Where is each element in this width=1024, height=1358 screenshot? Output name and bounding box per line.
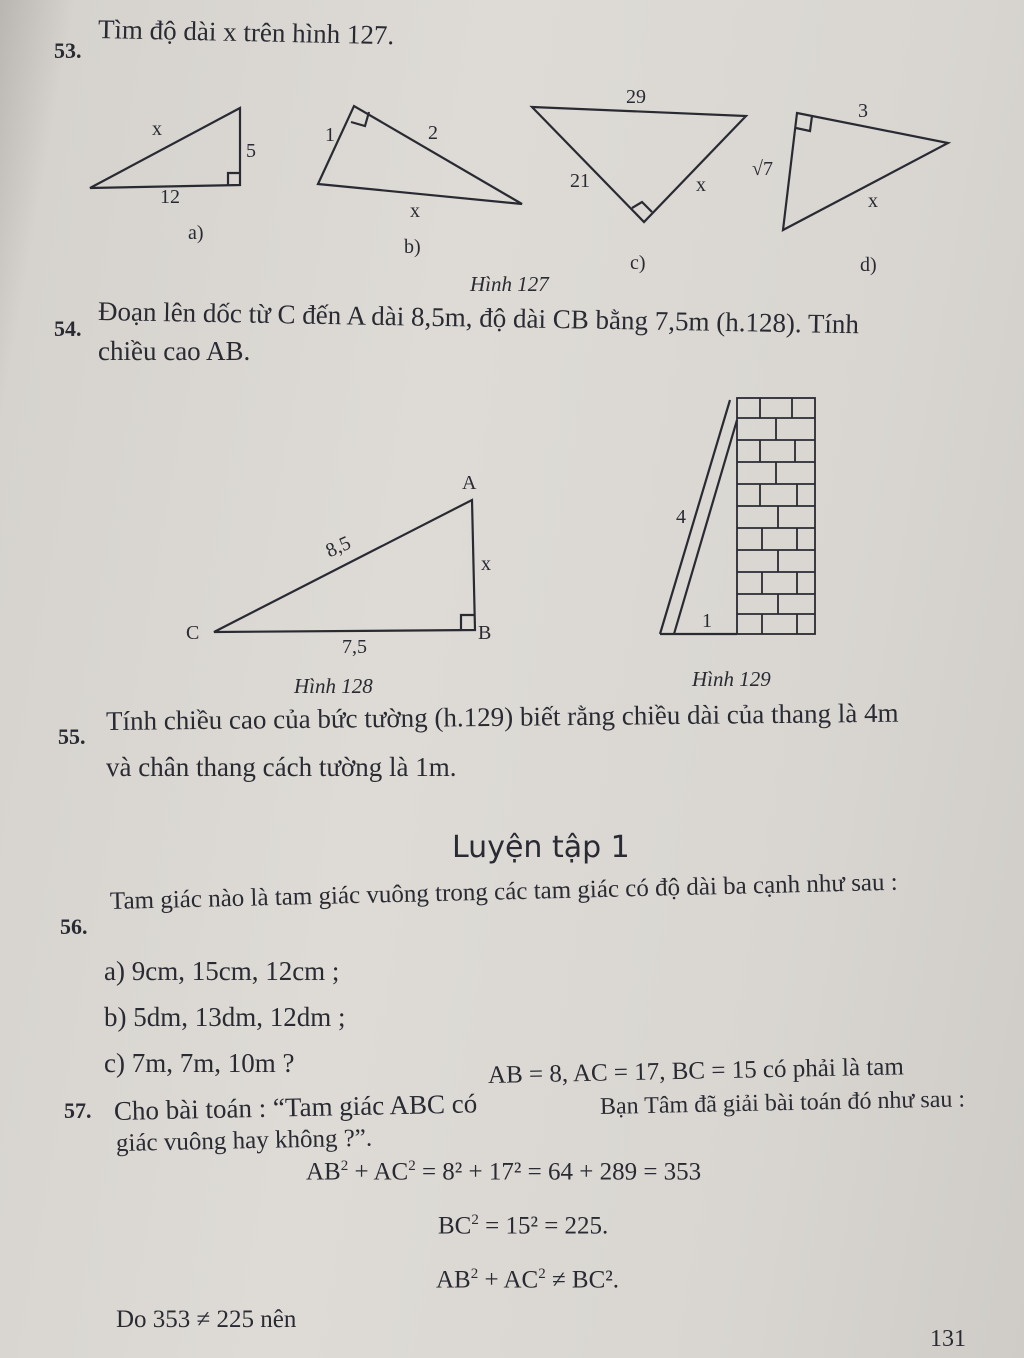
fig127a-side12-label: 12 <box>160 186 180 208</box>
exercise-56-number: 56. <box>60 914 88 939</box>
fig127b-side2-label: 2 <box>428 122 438 144</box>
fig128-vertex-B: B <box>478 622 492 644</box>
exercise-55-line2: và chân thang cách tường là 1m. <box>106 752 457 782</box>
exercise-53-number: 53. <box>54 38 82 63</box>
fig128-x-label: x <box>481 553 491 575</box>
exercise-54-line2: chiều cao AB. <box>98 336 251 366</box>
exercise-57-line1: Cho bài toán : “Tam giác ABC có <box>113 1088 478 1126</box>
fig129-foot-label: 1 <box>702 610 712 632</box>
figure-127d-triangle <box>783 113 948 230</box>
exercise-57-line0: AB = 8, AC = 17, BC = 15 có phải là tam <box>487 1053 905 1089</box>
figure-127a-triangle <box>90 108 240 188</box>
equation-3-rest: ≠ BC². <box>551 1266 620 1294</box>
fig129-ladder-label: 4 <box>676 506 686 528</box>
fig127b-caption: b) <box>404 236 421 258</box>
fig128-hypotenuse-label: 8,5 <box>322 531 355 563</box>
equation-2-rest: = 15² = 225. <box>485 1212 609 1240</box>
equation-1-rest: = 8² + 17² = 64 + 289 = 353 <box>421 1158 702 1186</box>
fig127d-x-label: x <box>868 190 878 212</box>
fig127c-top-label: 29 <box>626 86 646 108</box>
figure-127-caption: Hình 127 <box>470 272 549 296</box>
exercise-56-option-b: b) 5dm, 13dm, 12dm ; <box>104 1002 346 1032</box>
fig127a-side5-label: 5 <box>246 140 256 162</box>
figure-129-wall <box>737 398 815 634</box>
section-title: Luyện tập 1 <box>452 830 630 865</box>
fig127a-caption: a) <box>188 222 204 244</box>
fig127c-left-label: 21 <box>570 170 590 192</box>
fig127c-x-label: x <box>696 174 706 196</box>
exercise-57-footer: Do 353 ≠ 225 nên <box>116 1306 297 1333</box>
figure-128-triangle <box>214 500 475 632</box>
figure-129-caption: Hình 129 <box>692 667 771 691</box>
figure-129-ladder <box>660 400 737 634</box>
exercise-56-option-c: c) 7m, 7m, 10m ? <box>104 1048 295 1078</box>
equation-3: $AB^2 + AC^2 \ne BC^2$. <box>436 1266 620 1294</box>
exercise-56-option-a: a) 9cm, 15cm, 12cm ; <box>104 956 340 986</box>
fig127b-side1-label: 1 <box>325 124 335 146</box>
fig127a-x-label: x <box>152 118 162 140</box>
exercise-57-number: 57. <box>64 1098 92 1123</box>
exercise-56-text: Tam giác nào là tam giác vuông trong các tam giác có độ dài ba cạnh như sau : <box>109 868 898 915</box>
exercise-57-line1b: Bạn Tâm đã giải bài toán đó như sau : <box>599 1086 966 1120</box>
exercise-55-number: 55. <box>58 724 86 749</box>
figure-127c-triangle <box>532 107 746 222</box>
page-number: 131 <box>930 1326 966 1352</box>
equation-1: $AB^2 + AC^2 = 8^2 + 17^2 = 64 + 289 = 353$ <box>306 1158 702 1186</box>
figure-127b-triangle <box>318 106 522 204</box>
exercise-53-text: Tìm độ dài x trên hình 127. <box>97 14 395 51</box>
exercise-54-line1: Đoạn lên dốc từ C đến A dài 8,5m, độ dài CB bằng 7,5m (h.128). Tính <box>97 296 860 340</box>
fig127d-left-label: √7 <box>752 158 773 180</box>
fig127d-top-label: 3 <box>858 100 868 122</box>
fig127d-caption: d) <box>860 254 877 276</box>
exercise-57-line2: giác vuông hay không ?”. <box>115 1124 373 1157</box>
exercise-54-number: 54. <box>54 316 82 341</box>
exercise-55-line1: Tính chiều cao của bức tường (h.129) biết rằng chiều dài của thang là 4m <box>105 697 899 736</box>
equation-2: $BC^2 = 15^2 = 225$. <box>438 1212 609 1240</box>
fig127b-x-label: x <box>410 200 420 222</box>
fig127c-caption: c) <box>630 252 646 274</box>
fig128-base-label: 7,5 <box>342 636 367 658</box>
figure-128-caption: Hình 128 <box>294 674 373 698</box>
fig128-vertex-C: C <box>186 622 200 644</box>
fig128-vertex-A: A <box>462 472 477 494</box>
